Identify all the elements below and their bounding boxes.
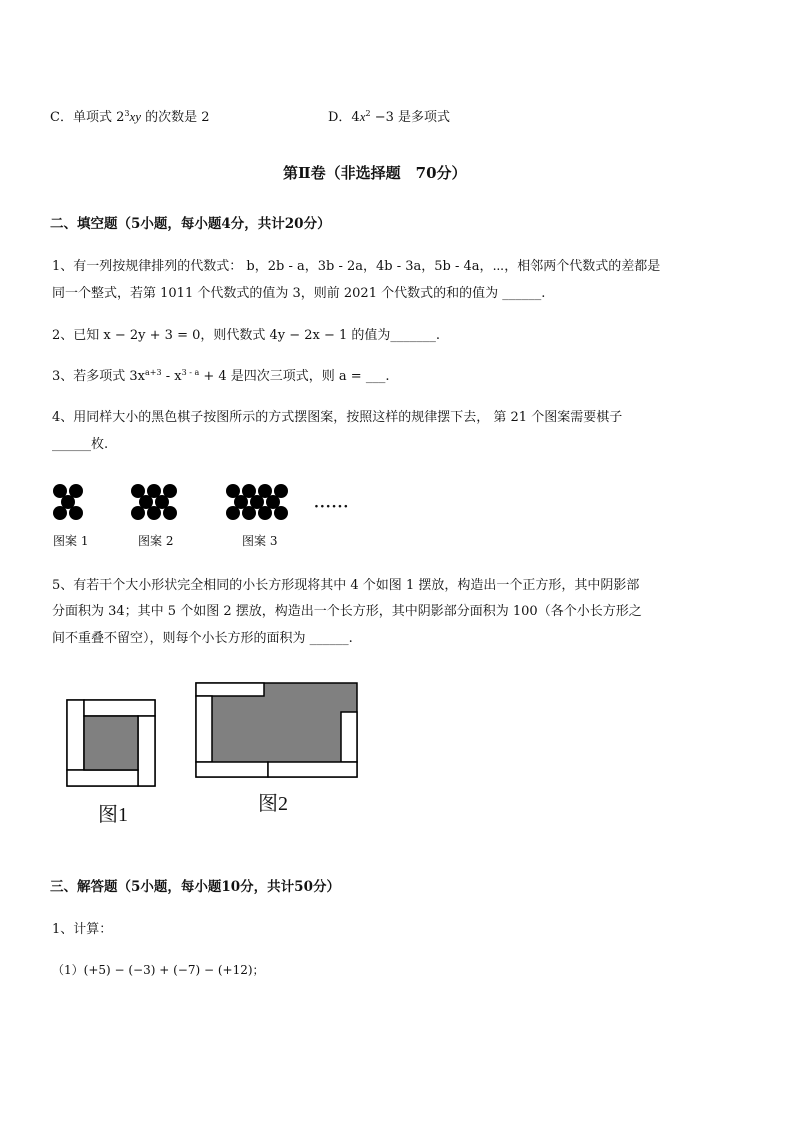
pattern-1-caption: 图案 1 (53, 534, 89, 548)
stone-pattern-3 (226, 484, 288, 520)
option-d-prefix: D．4 (328, 110, 360, 125)
option-d-suffix: −3 是多项式 (370, 110, 451, 125)
q2-text: 2、已知 x − 2y + 3 = 0，则代数式 4y − 2x − 1 的值为_______. (52, 328, 441, 343)
q1-line1: 1、有一列按规律排列的代数式： b，2b - a，3b - 2a，4b - 3a，5b - 4a，⋯，相邻两个代数式的差都是 (52, 259, 661, 274)
q4-line2: ______枚. (52, 437, 109, 452)
option-c-exponent: 3 (124, 109, 130, 118)
q3-mid: - x (161, 369, 182, 384)
option-c-variables: xy (129, 109, 141, 124)
figure-1-label: 图1 (98, 804, 128, 826)
figure-2-label: 图2 (258, 793, 288, 815)
q5-line3: 间不重叠不留空），则每个小长方形的面积为 ______. (52, 631, 353, 646)
pattern-2-caption: 图案 2 (138, 534, 174, 548)
q3-post: + 4 是四次三项式，则 a = ___. (199, 369, 390, 384)
option-c-prefix: C．单项式 2 (50, 110, 125, 125)
option-c (50, 109, 210, 126)
pattern-3-caption: 图案 3 (242, 534, 278, 548)
option-d (328, 109, 450, 126)
q4-ellipsis: ······ (314, 499, 350, 515)
s3-q1-label: 1、计算： (52, 922, 113, 937)
stone-pattern-2 (131, 484, 177, 520)
q3-text (52, 369, 389, 385)
option-d-exponent: 2 (365, 109, 371, 118)
figure-1-diagram (66, 699, 158, 789)
option-c-suffix: 的次数是 2 (141, 110, 210, 125)
q5-line2: 分面积为 34；其中 5 个如图 2 摆放，构造出一个长方形，其中阴影部分面积为 100（各个小长方形之 (52, 604, 642, 619)
q3-exponent-2: 3 - a (181, 368, 200, 377)
q1-line2: 同一个整式，若第 1011 个代数式的值为 3，则前 2021 个代数式的和的值为 ______. (52, 286, 546, 301)
section3-heading: 三、解答题（5小题，每小题10分，共计50分） (50, 879, 340, 895)
option-d-variable: x (359, 109, 366, 124)
stone-pattern-1 (53, 484, 83, 520)
q3-exponent-1: a+3 (145, 368, 162, 377)
q3-pre: 3、若多项式 3x (52, 369, 146, 384)
s3-q1-part1: （1）(+5) − (−3) + (−7) − (+12)； (52, 963, 265, 977)
figure-2-diagram (195, 682, 358, 778)
q5-line1: 5、有若干个大小形状完全相同的小长方形现将其中 4 个如图 1 摆放，构造出一个正方形，其中阴影部 (52, 578, 640, 593)
section2-heading: 二、填空题（5小题，每小题4分，共计20分） (50, 216, 331, 232)
part2-title: 第Ⅱ卷（非选择题 70分） (283, 164, 467, 182)
q4-line1: 4、用同样大小的黑色棋子按图所示的方式摆图案，按照这样的规律摆下去， 第 21 个图案需要棋子 (52, 410, 623, 425)
